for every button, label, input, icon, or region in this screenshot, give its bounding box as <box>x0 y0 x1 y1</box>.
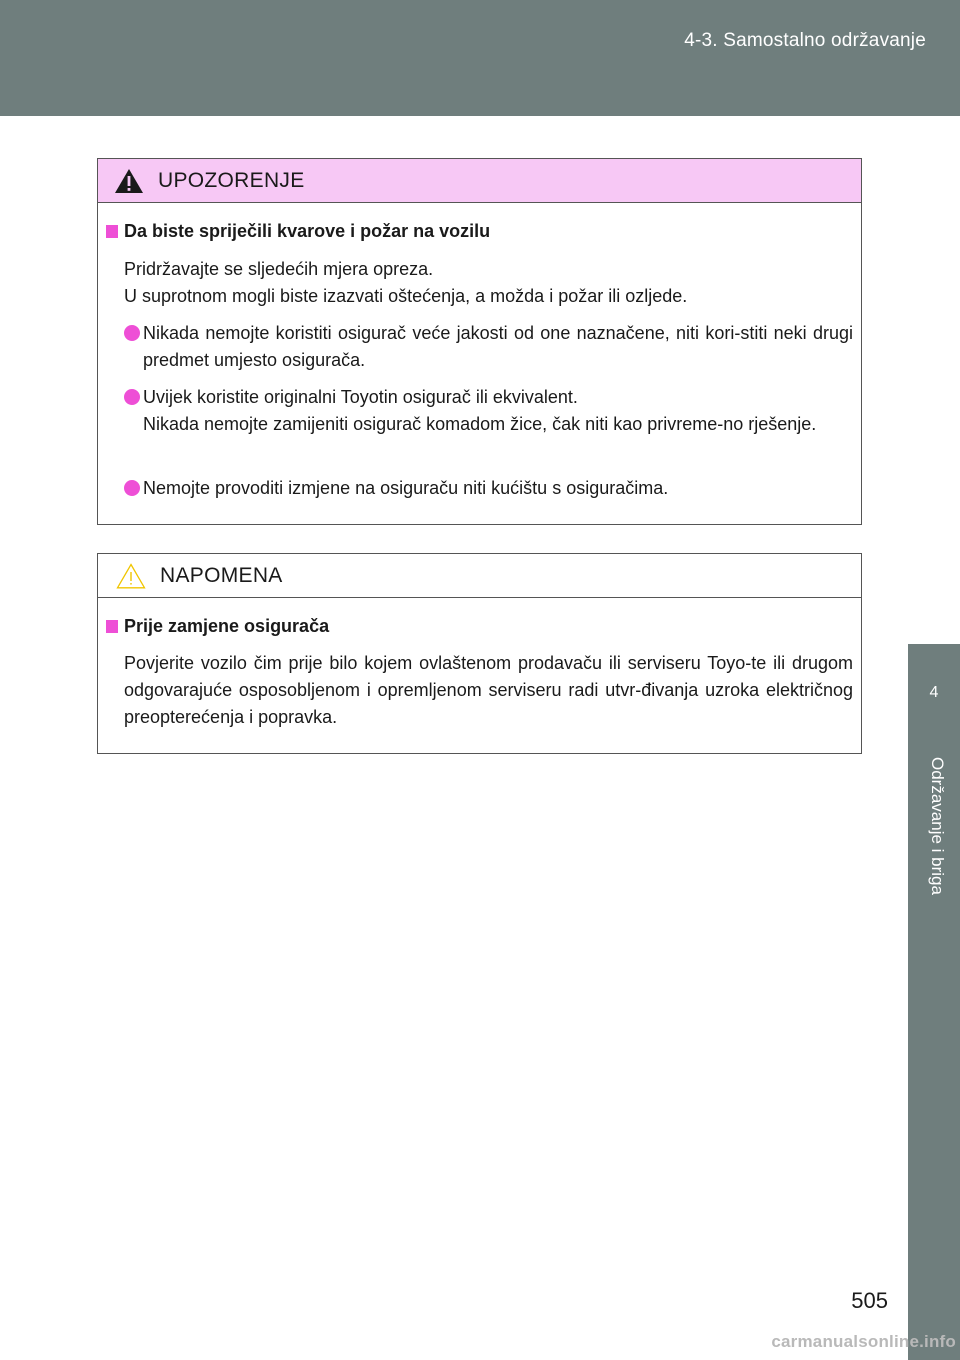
warning-bullet-text: Nemojte provoditi izmjene na osiguraču niti kućištu s osiguračima. <box>143 478 669 498</box>
square-bullet-icon <box>106 620 118 633</box>
warning-intro-line: Pridržavajte se sljedećih mjera opreza. <box>124 259 434 279</box>
warning-box <box>97 158 862 525</box>
notice-subheading <box>106 616 329 637</box>
warning-bullet-text: Nikada nemojte zamijeniti osigurač komadom žice, čak niti kao privreme-no rješenje. <box>143 414 817 434</box>
notice-subheading-text: Prije zamjene osigurača <box>124 616 330 636</box>
bullet-dot-icon <box>124 389 140 405</box>
notice-box-header <box>98 554 861 598</box>
header-band <box>0 0 960 116</box>
warning-subheading-text: Da biste spriječili kvarove i požar na vozilu <box>124 221 491 241</box>
watermark: carmanualsonline.info <box>771 1332 956 1351</box>
notice-box-title: NAPOMENA <box>160 563 283 587</box>
square-bullet-icon <box>106 225 118 238</box>
warning-subheading <box>106 221 490 242</box>
notice-body: Povjerite vozilo čim prije bilo kojem ovlaštenom prodavaču ili serviseru Toyo-te ili drugom odgovarajuće osposobljenom i opremljenom serviseru radi utvr-đivanja uzroka električnog preopterećenja i popravka. <box>124 653 853 727</box>
warning-intro-line: U suprotnom mogli biste izazvati oštećenja, a možda i požar ili ozljede. <box>124 286 688 306</box>
chapter-tab-number: 4 <box>908 644 960 744</box>
warning-bullet <box>124 320 853 374</box>
warning-bullet-text: Uvijek koristite originalni Toyotin osigurač ili ekvivalent. <box>143 387 578 407</box>
chapter-tab-label: Održavanje i briga <box>928 757 947 895</box>
warning-bullet <box>124 475 853 502</box>
warning-bullet-text: Nikada nemojte koristiti osigurač veće jakosti od one naznačene, niti kori-stiti neki drugi predmet umjesto osigurača. <box>143 323 853 370</box>
section-title: 4-3. Samostalno održavanje <box>684 30 926 51</box>
caution-triangle-outline-icon <box>116 563 146 589</box>
warning-triangle-filled-icon <box>114 168 144 194</box>
warning-intro <box>124 256 853 310</box>
notice-box <box>97 553 862 754</box>
warning-box-title: UPOZORENJE <box>158 168 305 192</box>
warning-box-header <box>98 159 861 203</box>
bullet-dot-icon <box>124 480 140 496</box>
page-number: 505 <box>851 1288 888 1313</box>
bullet-dot-icon <box>124 325 140 341</box>
warning-bullet <box>124 384 853 438</box>
